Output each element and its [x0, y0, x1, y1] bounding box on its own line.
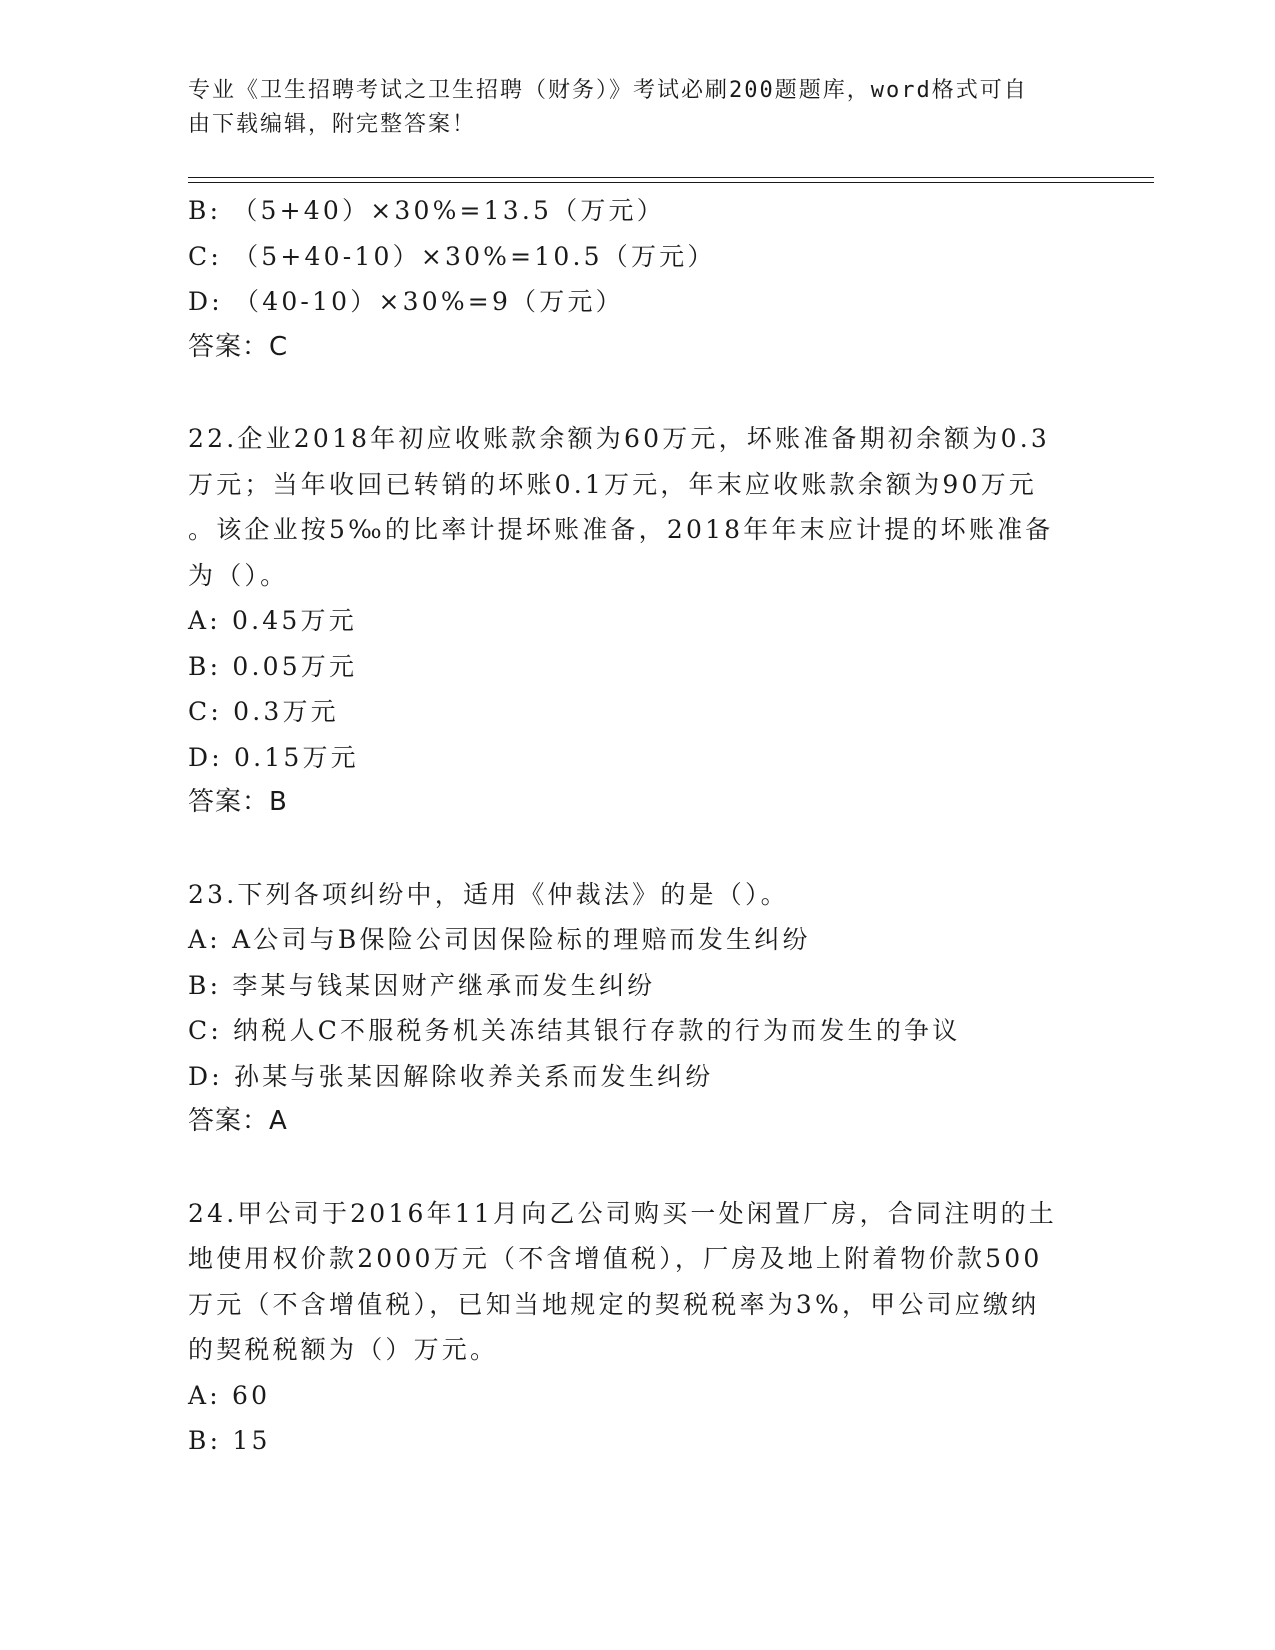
q24-option-a: A: 60 — [188, 1380, 271, 1410]
q23-answer: 答案：A — [188, 1106, 288, 1136]
header-divider-top — [188, 177, 1154, 178]
q22-stem-line-3: 。该企业按5‰的比率计提坏账准备，2018年年末应计提的坏账准备 — [188, 515, 1054, 544]
document-header — [188, 74, 1068, 142]
question-spacer — [188, 1145, 1078, 1191]
question-spacer — [188, 826, 1078, 872]
q23-option-c: C: 纳税人C不服税务机关冻结其银行存款的行为而发生的争议 — [188, 1016, 961, 1045]
q21-option-c: C: （5+40-10）×30%=10.5（万元） — [188, 241, 716, 271]
q24-stem-line-1: 24.甲公司于2016年11月向乙公司购买一处闲置厂房，合同注明的土 — [188, 1198, 1057, 1228]
question-22-block — [188, 416, 1078, 826]
header-line-2: 由下载编辑，附完整答案！ — [188, 112, 477, 137]
q22-option-a: A: 0.45万元 — [188, 606, 357, 635]
header-divider-bottom — [188, 182, 1154, 183]
q23-stem-line-1: 23.下列各项纠纷中，适用《仲裁法》的是（）。 — [188, 879, 789, 909]
q22-stem-line-4: 为（）。 — [188, 560, 289, 590]
q21-option-b: B: （5+40）×30%=13.5（万元） — [188, 196, 665, 225]
q24-option-b: B: 15 — [188, 1426, 271, 1455]
document-body — [188, 188, 1078, 1464]
question-spacer — [188, 370, 1078, 416]
q23-option-a: A: A公司与B保险公司因保险标的理赔而发生纠纷 — [188, 925, 811, 954]
q22-option-d: D: 0.15万元 — [188, 742, 359, 772]
q21-answer: 答案：C — [188, 331, 289, 362]
q22-stem-line-2: 万元；当年收回已转销的坏账0.1万元，年末应收账款余额为90万元 — [188, 469, 1037, 499]
question-21-block — [188, 188, 1078, 370]
question-23-block — [188, 872, 1078, 1145]
header-line-1: 专业《卫生招聘考试之卫生招聘（财务）》考试必刷200题题库，word格式可自 — [188, 78, 1028, 103]
q24-stem-line-4: 的契税税额为（）万元。 — [188, 1335, 499, 1364]
q23-option-b: B: 李某与钱某因财产继承而发生纠纷 — [188, 970, 656, 1000]
q22-stem-line-1: 22.企业2018年初应收账款余额为60万元，坏账准备期初余额为0.3 — [188, 424, 1050, 453]
q22-option-c: C: 0.3万元 — [188, 697, 339, 726]
q24-stem-line-3: 万元（不含增值税），已知当地规定的契税税率为3%，甲公司应缴纳 — [188, 1289, 1040, 1319]
q21-option-d: D: （40-10）×30%=9（万元） — [188, 287, 624, 316]
q24-stem-line-2: 地使用权价款2000万元（不含增值税），厂房及地上附着物价款500 — [188, 1244, 1043, 1273]
q22-answer: 答案：B — [188, 787, 288, 817]
q23-option-d: D: 孙某与张某因解除收养关系而发生纠纷 — [188, 1061, 714, 1091]
q22-option-b: B: 0.05万元 — [188, 651, 358, 681]
question-24-block — [188, 1191, 1078, 1464]
